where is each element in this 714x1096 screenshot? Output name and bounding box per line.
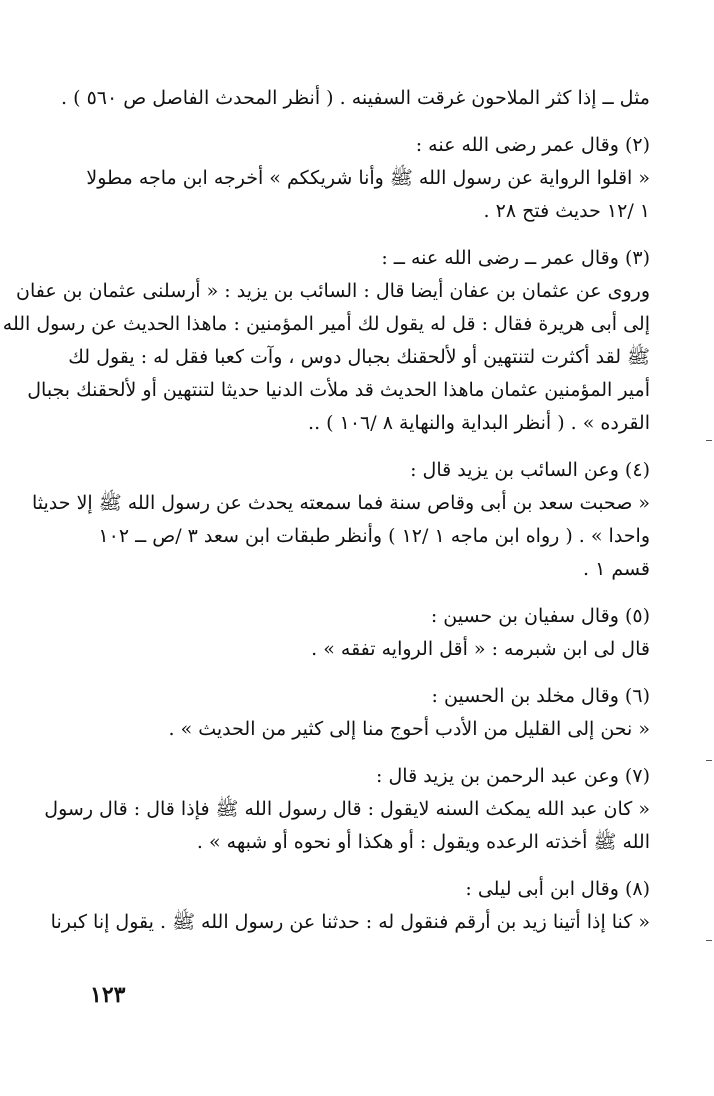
text-line: وروى عن عثمان بن عفان أيضا قال : السائب بن يزيد : « أرسلنى عثمان بن عفان — [15, 280, 650, 302]
section — [72, 680, 650, 746]
section-heading: (٢) وقال عمر رضى الله عنه : — [415, 134, 650, 156]
section-heading: (٨) وقال ابن أبى ليلى : — [465, 878, 650, 900]
text-line: إلى أبى هريرة فقال : قل له يقول لك أمير المؤمنين : ماهذا الحديث عن رسول الله — [2, 313, 650, 335]
text-line: « صحبت سعد بن أبى وقاص سنة فما سمعته يحدث عن رسول الله ﷺ إلا حديثا — [32, 492, 650, 514]
page-body — [2, 82, 650, 953]
text-line: قال لى ابن شبرمه : « أقل الروايه تفقه » . — [311, 638, 650, 660]
section — [72, 129, 650, 228]
text-line: ﷺ لقد أكثرت لتنتهين أو لألحقنك بجبال دوس ، وآت كعبا فقل له : يقول لك — [68, 346, 650, 368]
section — [44, 760, 650, 859]
edge-mark — [706, 760, 712, 761]
section — [32, 454, 650, 586]
intro-line: مثل ــ إذا كثر الملاحون غرقت السفينه . ( أنظر المحدث الفاصل ص ٥٦٠ ) . — [61, 87, 650, 109]
text-line: قسم ١ . — [582, 558, 650, 580]
text-line: أمير المؤمنين عثمان ماهذا الحديث قد ملأت الدنيا حديثا لتنتهين أو لألحقنك بجبال — [27, 379, 650, 401]
section — [50, 873, 650, 939]
section-heading: (٥) وقال سفيان بن حسين : — [430, 605, 650, 627]
text-line: واحدا » . ( رواه ابن ماجه ١ /١٢ ) وأنظر طبقات ابن سعد ٣ /ص ــ ١٠٢ — [98, 525, 650, 547]
section-heading: (٣) وقال عمر ــ رضى الله عنه ــ : — [381, 247, 650, 269]
edge-mark — [706, 940, 712, 941]
text-line: ١ /١٢ حديث فتح ٢٨ . — [483, 200, 650, 222]
section-heading: (٦) وقال مخلد بن الحسين : — [431, 685, 650, 707]
section-heading: (٤) وعن السائب بن يزيد قال : — [410, 459, 650, 481]
sections-container — [2, 129, 650, 939]
text-line: « كان عبد الله يمكث السنه لايقول : قال رسول الله ﷺ فإذا قال : قال رسول — [44, 798, 650, 820]
section — [72, 600, 650, 666]
page-number: ١٢٣ — [90, 982, 126, 1008]
section-heading: (٧) وعن عبد الرحمن بن يزيد قال : — [376, 765, 650, 787]
section — [2, 242, 650, 440]
text-line: القرده » . ( أنظر البداية والنهاية ٨ /١٠٦ ) .. — [308, 412, 650, 434]
text-line: « نحن إلى القليل من الأدب أحوج منا إلى كثير من الحديث » . — [168, 718, 650, 740]
text-line: « اقلوا الرواية عن رسول الله ﷺ وأنا شريككم » أخرجه ابن ماجه مطولا — [86, 167, 650, 189]
text-line: « كنا إذا أتينا زيد بن أرقم فنقول له : حدثنا عن رسول الله ﷺ . يقول إنا كبرنا — [50, 911, 650, 933]
text-line: الله ﷺ أخذته الرعده ويقول : أو هكذا أو نحوه أو شبهه » . — [196, 831, 650, 853]
edge-mark — [706, 440, 712, 441]
